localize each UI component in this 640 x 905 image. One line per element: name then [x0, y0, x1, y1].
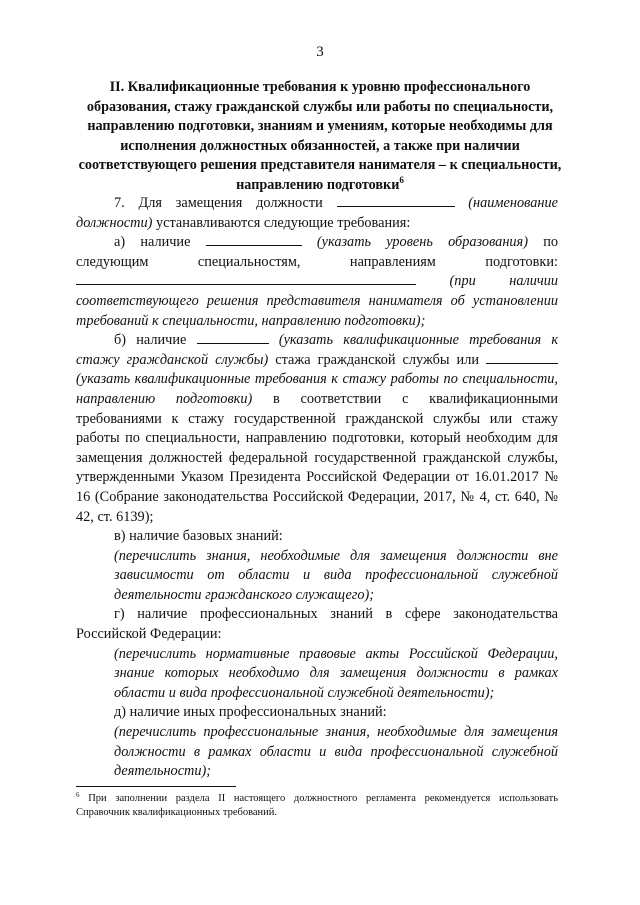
item-a-specialities: по следующим специальностям, направлениям подготовки:	[76, 234, 559, 270]
footnote-ref: 6	[76, 791, 80, 799]
footnote-text: При заполнении раздела II настоящего должностного регламента рекомендуется использовать Справочник квалификационных требований.	[76, 793, 559, 818]
item-a-start: а) наличие	[114, 234, 191, 251]
footnote	[76, 792, 558, 820]
item-a-hint-decision: (при наличии соответствующего решения представителя нанимателя об установлении требований к специальности, направлению подготовки);	[76, 273, 558, 329]
item-b-middle: стажа гражданской службы или	[275, 351, 479, 368]
p7-text-end: устанавливаются следующие требования:	[155, 214, 411, 231]
blank-service-experience	[197, 331, 269, 344]
paragraph-7	[76, 194, 558, 233]
blank-position-name	[337, 194, 455, 207]
item-b-hint-work: (указать квалификационные требования к стажу работы по специальности, направлению подготовки)	[76, 371, 558, 407]
footnote-divider	[76, 786, 236, 787]
blank-work-experience	[486, 351, 558, 364]
item-a-hint-education: (указать уровень образования)	[316, 234, 528, 251]
page-number: 3	[316, 44, 324, 60]
item-b-end: в соответствии с квалификационными требованиями к стажу государственной гражданской службы или стажу работы по специальности, направлению подготовки, который необходим для замещения должностей федеральной государственной гражданской службы, утвержденными Указом Президента Российской Федерации от 16.01.2017 № 16 (Собрание законодательства Российской Федерации, 2017, № 4, ст. 640, № 42, ст. 6139);	[76, 390, 558, 525]
heading-footnote-ref: 6	[399, 174, 404, 185]
item-v-hint: (перечислить знания, необходимые для замещения должности вне зависимости от области и вида профессиональной служебной деятельности гражданского служащего);	[114, 547, 558, 603]
item-b-start: б) наличие	[114, 332, 187, 349]
item-g-hint: (перечислить нормативные правовые акты Российской Федерации, знание которых необходимо для замещения должности в рамках области и вида профессиональной служебной деятельности);	[114, 645, 558, 701]
document-body	[76, 194, 558, 782]
item-g-label: г) наличие профессиональных знаний в сфере законодательства Российской Федерации:	[76, 606, 558, 643]
item-b	[76, 331, 558, 527]
section-heading-text: II. Квалификационные требования к уровню профессионального образования, стажу гражданской службы или работы по специальности, направлению подготовки, знаниям и умениям, которые необходимы для исполнения должностных обязанностей, а также при наличии соответствующего решения представителя нанимателя – к специальности, направлению подготовки	[78, 79, 562, 193]
blank-specialities	[76, 272, 416, 285]
item-d-label: д) наличие иных профессиональных знаний:	[114, 704, 387, 721]
item-v-label: в) наличие базовых знаний:	[114, 528, 283, 545]
p7-text-start: 7. Для замещения должности	[114, 195, 323, 211]
item-d-hint: (перечислить профессиональные знания, необходимые для замещения должности в рамках области и вида профессиональной служебной деятельности);	[114, 724, 558, 780]
item-a	[76, 233, 558, 331]
item-b-hint-service: (указать квалификационные требования к стажу гражданской службы)	[76, 332, 559, 368]
blank-education-level	[206, 233, 302, 246]
section-heading	[68, 78, 572, 195]
p7-hint: (наименование должности)	[76, 195, 558, 231]
